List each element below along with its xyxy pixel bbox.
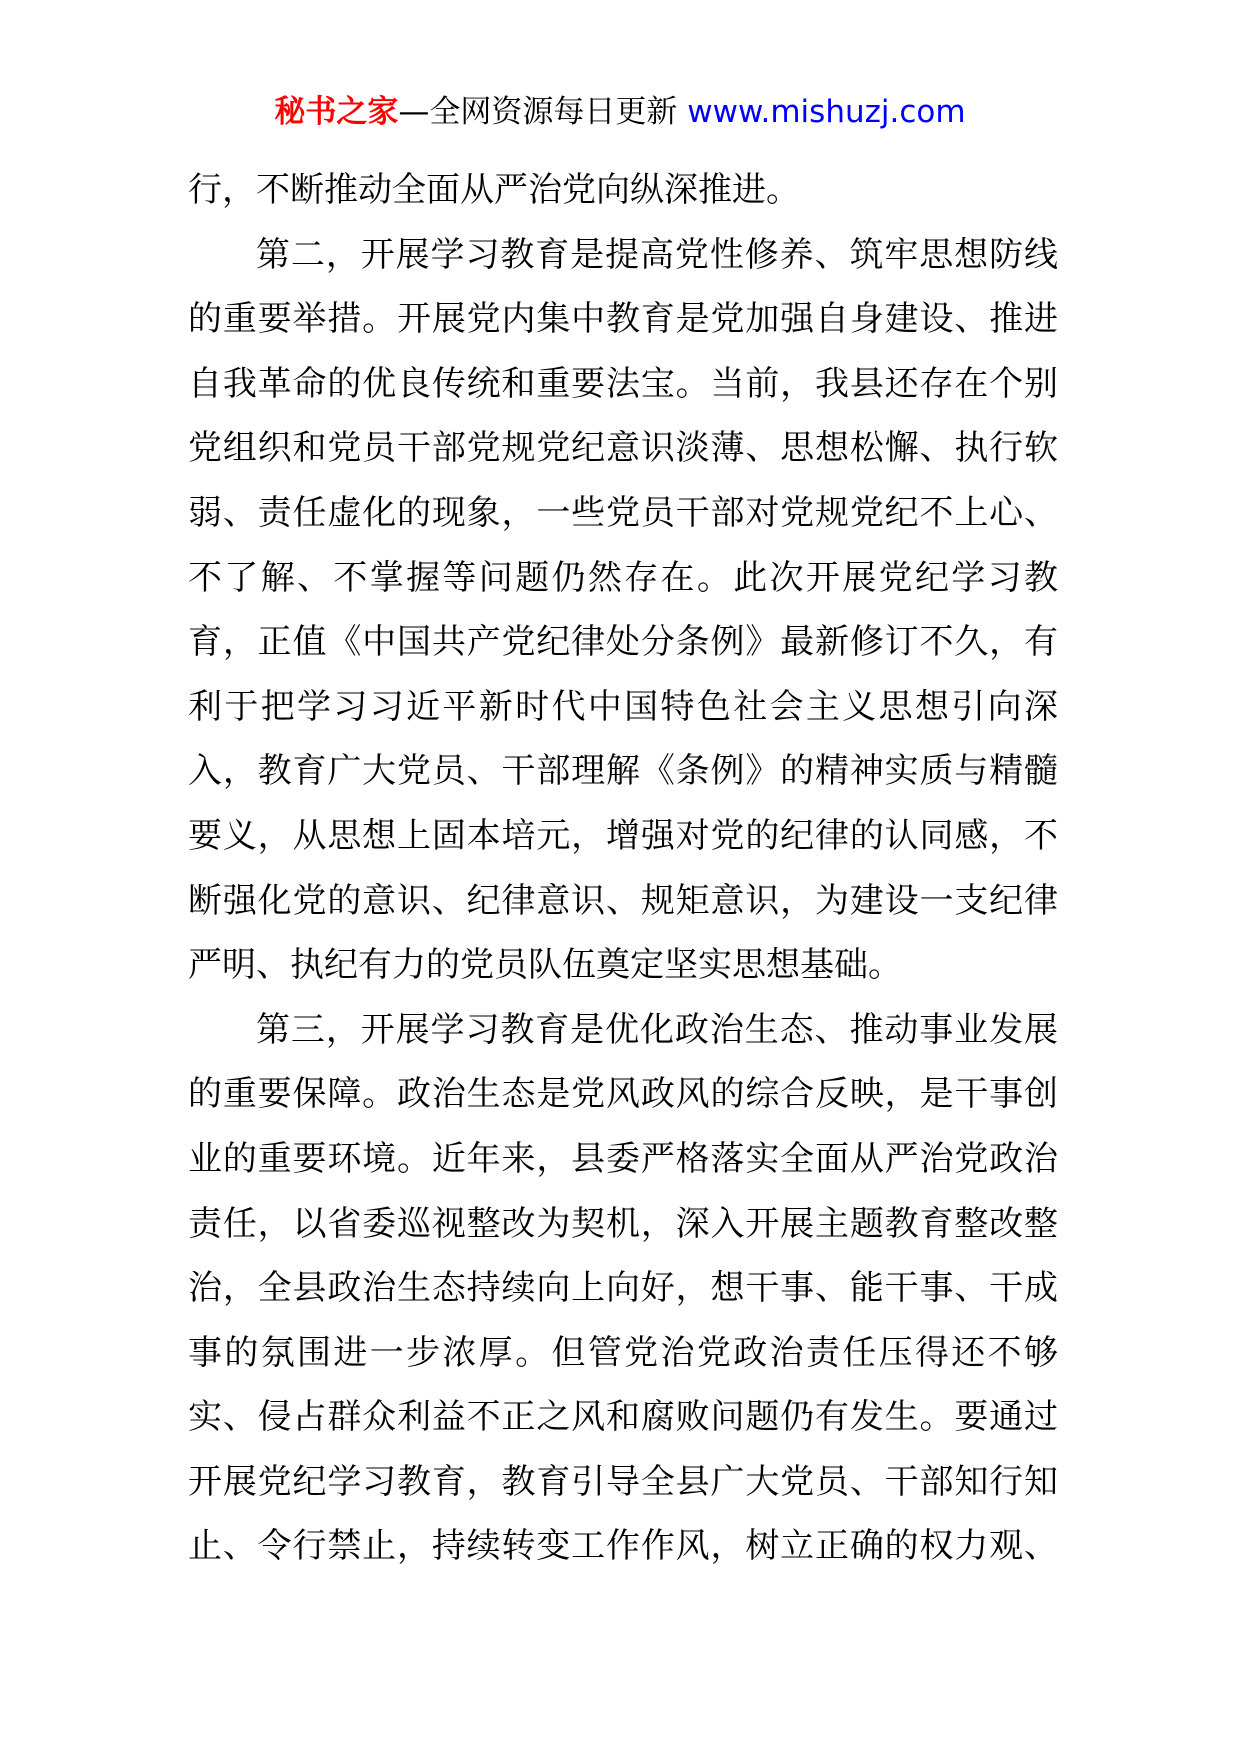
text-line: 严明、执纪有力的党员队伍奠定坚实思想基础。 bbox=[188, 945, 902, 986]
text-line: 事的氛围进一步浓厚。但管党治党政治责任压得还不够 bbox=[188, 1332, 1058, 1373]
text-line: 责任，以省委巡视整改为契机，深入开展主题教育整改整 bbox=[188, 1203, 1058, 1244]
header-url-link[interactable]: www.mishuzj.com bbox=[687, 94, 966, 130]
paragraph-start-line: 第三，开展学习教育是优化政治生态、推动事业发展 bbox=[256, 1009, 1058, 1050]
text-line: 治，全县政治生态持续向上向好，想干事、能干事、干成 bbox=[188, 1268, 1058, 1309]
header-brand: 秘书之家 bbox=[274, 94, 399, 130]
text-line: 不了解、不掌握等问题仍然存在。此次开展党纪学习教 bbox=[188, 557, 1058, 598]
text-line: 党组织和党员干部党规党纪意识淡薄、思想松懈、执行软 bbox=[188, 428, 1058, 469]
text-line: 要义，从思想上固本培元，增强对党的纪律的认同感，不 bbox=[188, 815, 1058, 856]
text-line: 业的重要环境。近年来，县委严格落实全面从严治党政治 bbox=[188, 1138, 1058, 1179]
document-body bbox=[188, 158, 1058, 1579]
text-line: 行，不断推动全面从严治党向纵深推进。 bbox=[188, 170, 800, 210]
text-line: 入，教育广大党员、干部理解《条例》的精神实质与精髓 bbox=[188, 751, 1058, 792]
paragraph-start-line: 第二，开展学习教育是提高党性修养、筑牢思想防线 bbox=[256, 234, 1058, 275]
text-line: 的重要保障。政治生态是党风政风的综合反映，是干事创 bbox=[188, 1074, 1058, 1115]
text-line: 止、令行禁止，持续转变工作作风，树立正确的权力观、 bbox=[188, 1526, 1058, 1567]
text-line: 育，正值《中国共产党纪律处分条例》最新修订不久，有 bbox=[188, 622, 1058, 663]
text-line: 断强化党的意识、纪律意识、规矩意识，为建设一支纪律 bbox=[188, 880, 1058, 921]
header-tagline: —全网资源每日更新 bbox=[398, 94, 678, 130]
text-line: 自我革命的优良传统和重要法宝。当前，我县还存在个别 bbox=[188, 363, 1058, 404]
text-line: 实、侵占群众利益不正之风和腐败问题仍有发生。要通过 bbox=[188, 1397, 1058, 1438]
site-header bbox=[0, 92, 1240, 132]
text-line: 开展党纪学习教育，教育引导全县广大党员、干部知行知 bbox=[188, 1461, 1058, 1502]
text-line: 弱、责任虚化的现象，一些党员干部对党规党纪不上心、 bbox=[188, 492, 1058, 533]
text-line: 利于把学习习近平新时代中国特色社会主义思想引向深 bbox=[188, 686, 1058, 727]
text-line: 的重要举措。开展党内集中教育是党加强自身建设、推进 bbox=[188, 299, 1058, 340]
